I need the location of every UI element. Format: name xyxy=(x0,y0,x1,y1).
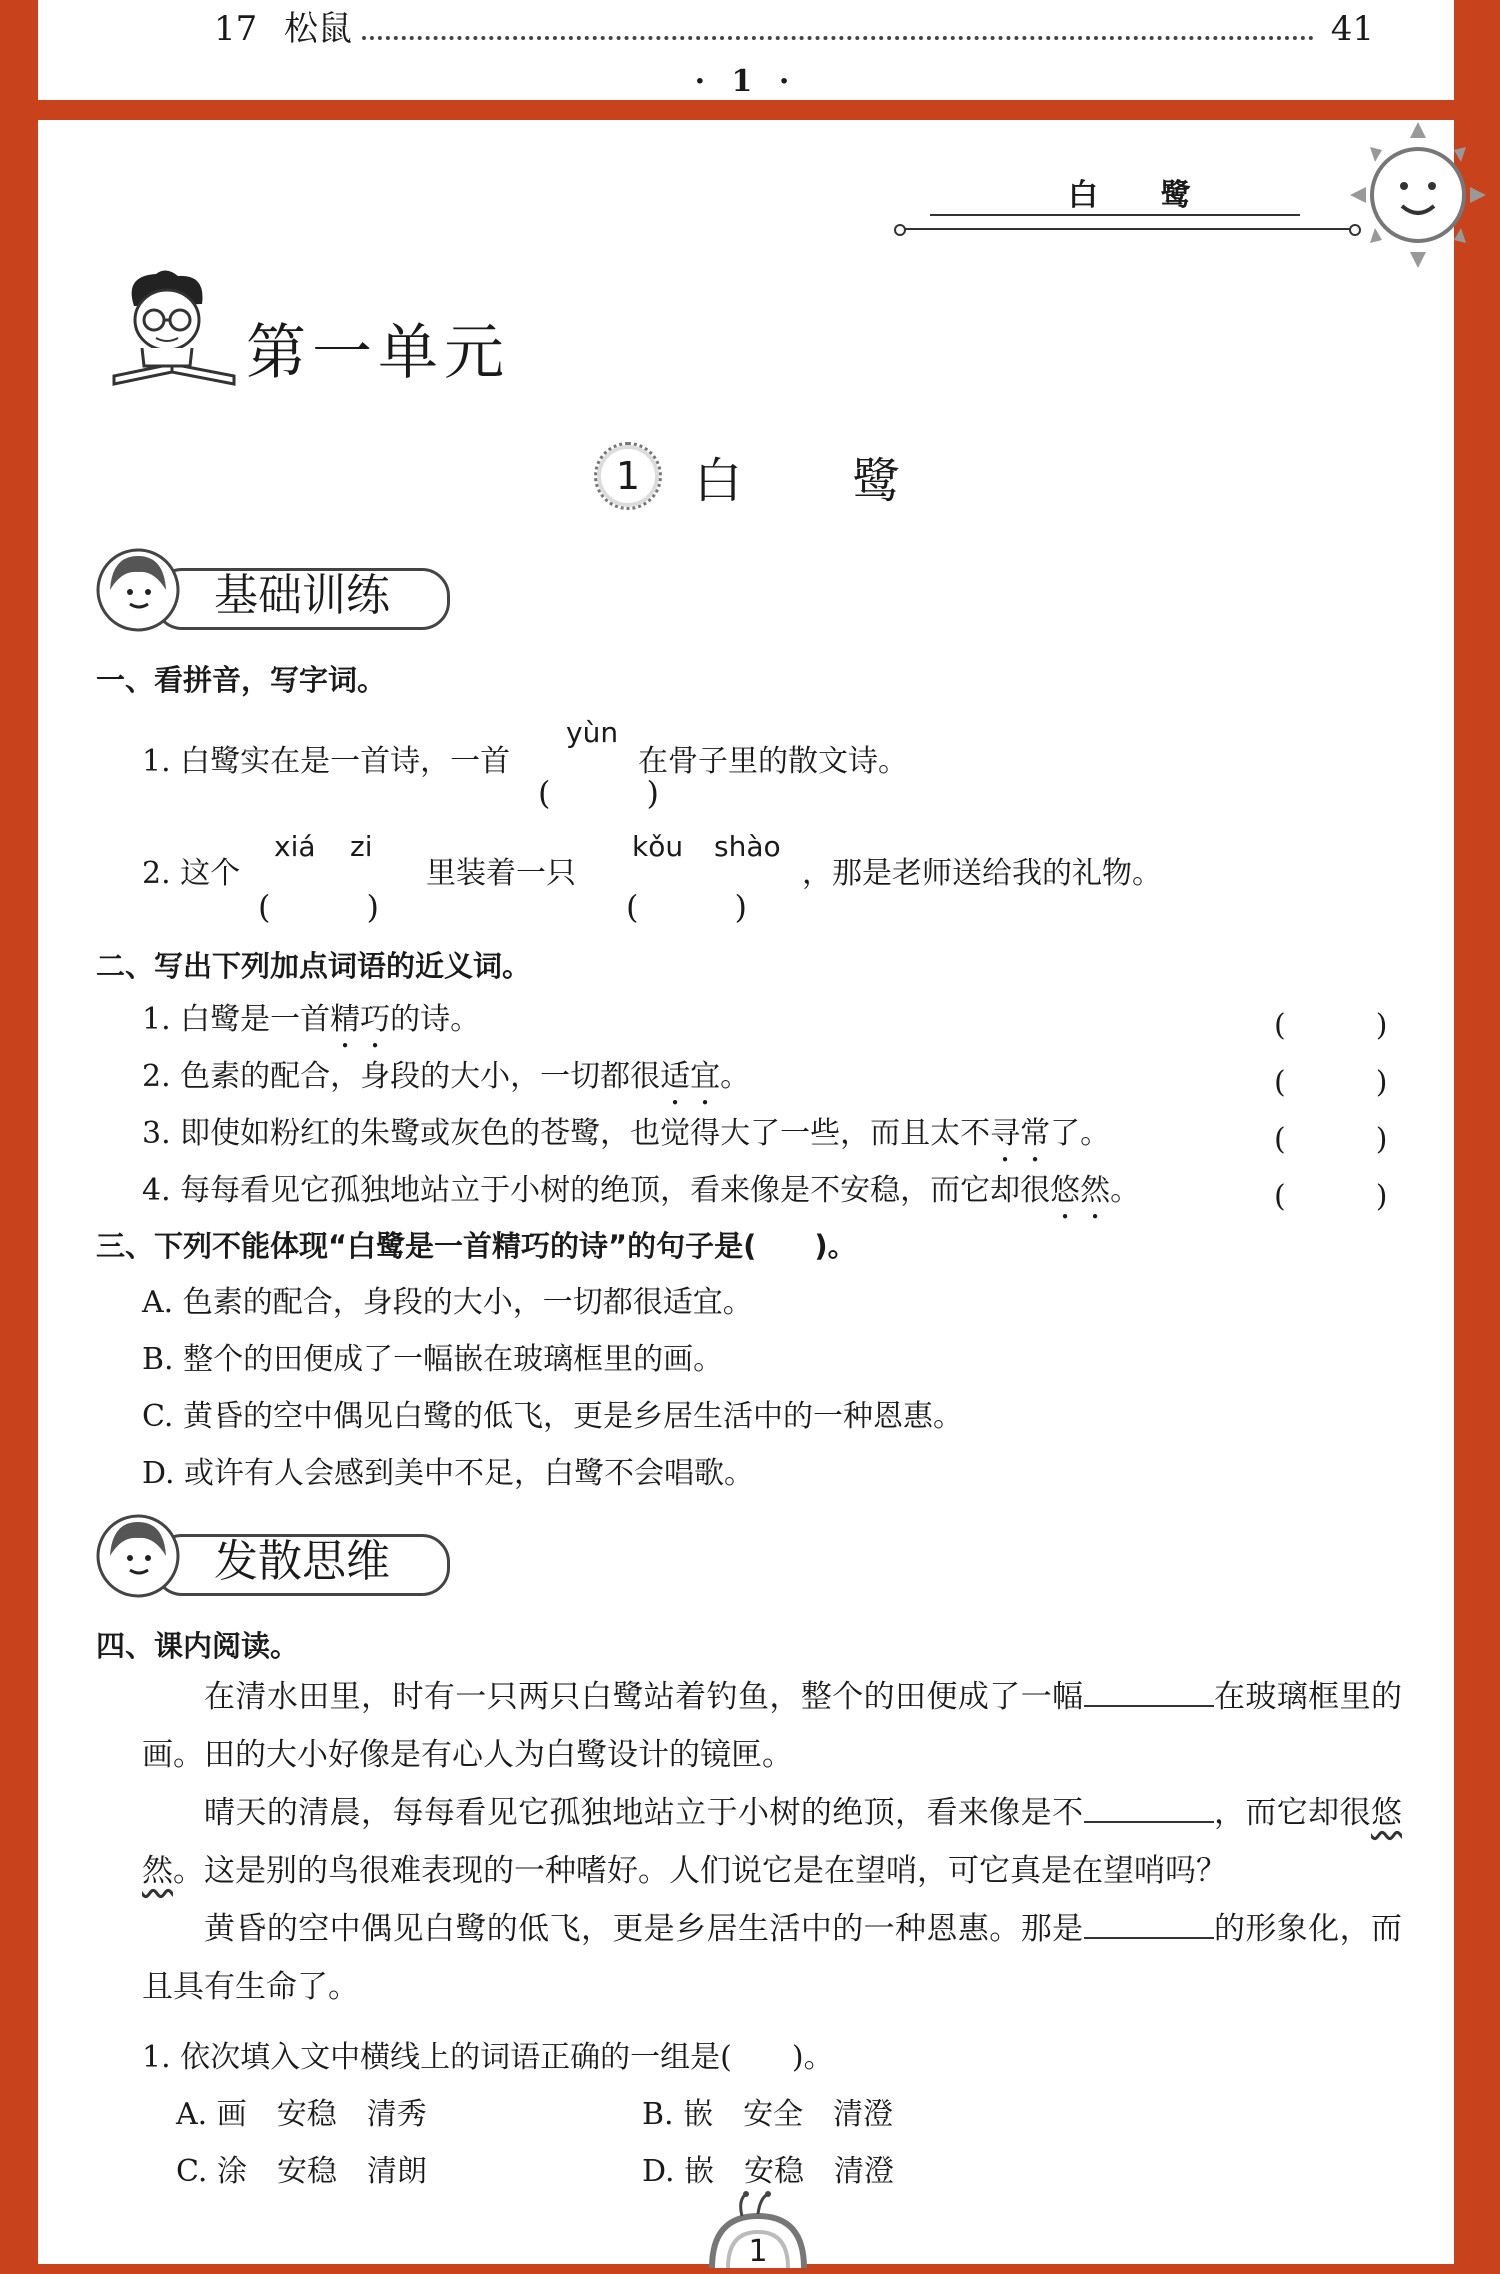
q1-item-2-pinyin-b: zi xyxy=(350,830,373,863)
q1-item-1-answer-box[interactable]: ( ) xyxy=(538,774,659,812)
q2-item-1: 1. 白鹭是一首精巧的诗。 xyxy=(142,1002,481,1037)
q2-item-4-answer[interactable]: ( ) xyxy=(1274,1179,1388,1214)
reading-boy-icon xyxy=(94,268,264,393)
q2-item-3-answer[interactable]: ( ) xyxy=(1274,1122,1388,1157)
question-1-heading: 一、看拼音，写字词。 xyxy=(96,663,387,697)
q1-item-2-pinyin-d: shào xyxy=(714,830,781,863)
section-banner-divergent xyxy=(94,1510,454,1606)
lesson-title: 白鹭 xyxy=(694,452,1011,509)
reading-paragraph-1: 在清水田里，时有一只两只白鹭站着钓鱼，整个的田便成了一幅 在玻璃框里的画。田的大小好像是有心人为白鹭设计的镜匣。 xyxy=(142,1668,1402,1784)
q1-item-1-pinyin: yùn xyxy=(566,716,619,749)
section-title-divergent: 发散思维 xyxy=(214,1536,390,1587)
q1-item-2-answer-box-1[interactable]: ( ) xyxy=(258,888,379,926)
header-rule xyxy=(900,228,1355,232)
q1-item-2-pinyin-c: kǒu xyxy=(632,830,684,863)
previous-page-number: · 1 · xyxy=(694,64,798,99)
running-header: 白 鹭 xyxy=(1068,178,1217,213)
page-number-badge xyxy=(698,2190,818,2270)
q4-sub-question-1: 1. 依次填入文中横线上的词语正确的一组是( )。 xyxy=(142,2040,834,2075)
q3-option-a[interactable]: A. 色素的配合，身段的大小，一切都很适宜。 xyxy=(142,1285,753,1320)
toc-number: 17 xyxy=(214,9,258,49)
toc-entry xyxy=(214,4,1374,54)
page-number: 1 xyxy=(748,2234,768,2269)
q4-choice-a[interactable]: A. 画 安稳 清秀 xyxy=(176,2097,427,2132)
q3-option-d[interactable]: D. 或许有人会感到美中不足，白鹭不会唱歌。 xyxy=(142,1456,755,1491)
toc-leader-dots xyxy=(362,4,1314,40)
question-4-heading: 四、课内阅读。 xyxy=(96,1629,300,1663)
q4-choice-c[interactable]: C. 涂 安稳 清朗 xyxy=(176,2154,427,2189)
previous-page-strip xyxy=(36,0,1456,102)
reading-paragraph-3: 黄昏的空中偶见白鹭的低飞，更是乡居生活中的一种恩惠。那是 的形象化，而且具有生命了。 xyxy=(142,1900,1402,2016)
reading-blank-1[interactable] xyxy=(1084,1675,1214,1707)
q1-item-1-pre: 1. 白鹭实在是一首诗，一首 xyxy=(142,744,511,779)
q2-item-2: 2. 色素的配合，身段的大小，一切都很适宜。 xyxy=(142,1059,751,1094)
lesson-number-badge: 1 xyxy=(594,442,662,510)
reading-blank-3[interactable] xyxy=(1084,1907,1214,1939)
question-3-heading: 三、下列不能体现“白鹭是一首精巧的诗”的句子是( )。 xyxy=(96,1229,857,1263)
lesson-heading xyxy=(594,436,1010,516)
reading-blank-2[interactable] xyxy=(1084,1791,1214,1823)
toc-title: 松鼠 xyxy=(284,9,352,49)
q1-item-2-mid: 里装着一只 xyxy=(426,856,576,891)
q3-option-c[interactable]: C. 黄昏的空中偶见白鹭的低飞，更是乡居生活中的一种恩惠。 xyxy=(142,1399,963,1434)
q2-item-3: 3. 即使如粉红的朱鹭或灰色的苍鹭，也觉得大了一些，而且太不寻常了。 xyxy=(142,1116,1111,1151)
q3-option-b[interactable]: B. 整个的田便成了一幅嵌在玻璃框里的画。 xyxy=(142,1342,724,1377)
q1-item-2-pre: 2. 这个 xyxy=(142,856,241,891)
worksheet-page xyxy=(36,118,1456,2269)
q4-choice-d[interactable]: D. 嵌 安稳 清澄 xyxy=(642,2154,895,2189)
q2-item-4: 4. 每每看见它孤独地站立于小树的绝顶，看来像是不安稳，而它却很悠然。 xyxy=(142,1173,1141,1208)
q1-item-2-post: ，那是老师送给我的礼物。 xyxy=(802,856,1162,891)
q2-item-2-answer[interactable]: ( ) xyxy=(1274,1065,1388,1100)
unit-title: 第一单元 xyxy=(246,318,510,388)
reading-paragraph-2: 晴天的清晨，每每看见它孤独地站立于小树的绝顶，看来像是不 ，而它却很悠然。这是别的鸟很难表现的一种嗜好。人们说它是在望哨，可它真是在望哨吗？ xyxy=(142,1784,1402,1900)
girl-avatar-icon xyxy=(94,546,182,634)
q1-item-2-pinyin-a: xiá xyxy=(274,830,316,863)
sun-icon xyxy=(1348,120,1488,270)
girl-avatar-icon xyxy=(94,1512,182,1600)
question-2-heading: 二、写出下列加点词语的近义词。 xyxy=(96,949,532,983)
section-banner-basic xyxy=(94,544,454,640)
toc-page: 41 xyxy=(1330,9,1374,49)
section-title-basic: 基础训练 xyxy=(214,570,390,621)
q1-item-1-post: 在骨子里的散文诗。 xyxy=(638,744,908,779)
q4-choice-b[interactable]: B. 嵌 安全 清澄 xyxy=(642,2097,894,2132)
q1-item-2-answer-box-2[interactable]: ( ) xyxy=(626,888,747,926)
q2-item-1-answer[interactable]: ( ) xyxy=(1274,1008,1388,1043)
